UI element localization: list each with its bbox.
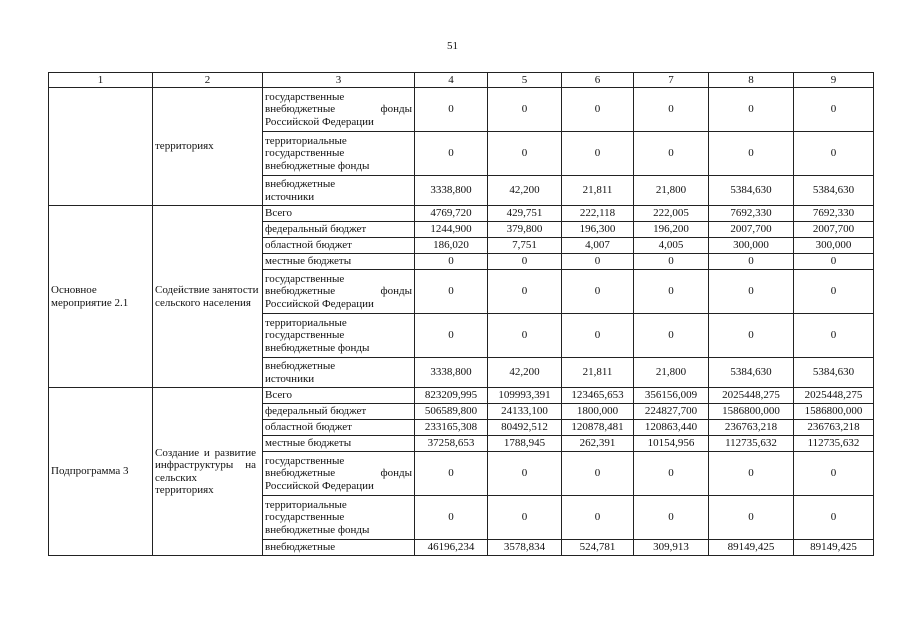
value-cell: 224827,700 [634,404,709,420]
funding-source-cell [263,270,415,314]
row-group-description: территориях [153,88,263,206]
funding-source-line: источники [265,190,315,203]
funding-source-line: территориальные [265,135,347,148]
table-row [49,206,874,222]
value-cell: 0 [634,254,709,270]
value-cell: 0 [415,496,488,540]
header-cell: 9 [794,73,874,88]
funding-source-line: Российской Федерации [265,297,374,310]
value-cell: 0 [488,132,562,176]
header-cell: 4 [415,73,488,88]
value-cell: 222,005 [634,206,709,222]
value-cell: 0 [488,270,562,314]
value-cell: 0 [794,254,874,270]
funding-source-line: областной бюджет [265,239,352,252]
funding-source-cell [263,132,415,176]
value-cell: 0 [415,314,488,358]
header-cell: 2 [153,73,263,88]
value-cell: 0 [562,496,634,540]
value-cell: 2007,700 [794,222,874,238]
funding-source-line: внебюджетные [265,541,336,554]
table-row [49,88,874,132]
value-cell: 0 [415,254,488,270]
value-cell: 89149,425 [794,540,874,556]
value-cell: 1586800,000 [709,404,794,420]
value-cell: 2025448,275 [794,388,874,404]
funding-source-line: государственные [265,147,345,160]
value-cell: 0 [709,88,794,132]
funding-source-cell [263,206,415,222]
funding-source-line: внебюджетные фонды [265,159,370,172]
funding-source-cell [263,254,415,270]
funding-source-line: внебюджетные фонды [265,467,412,480]
funding-source-cell [263,314,415,358]
value-cell: 196,200 [634,222,709,238]
value-cell: 0 [709,254,794,270]
value-cell: 0 [562,88,634,132]
value-cell: 0 [415,452,488,496]
funding-source-cell [263,420,415,436]
value-cell: 0 [415,132,488,176]
value-cell: 823209,995 [415,388,488,404]
value-cell: 24133,100 [488,404,562,420]
value-cell: 0 [562,452,634,496]
funding-source-line: государственные [265,511,345,524]
value-cell: 42,200 [488,358,562,388]
header-cell: 7 [634,73,709,88]
value-cell: 46196,234 [415,540,488,556]
value-cell: 3338,800 [415,358,488,388]
funding-source-line: федеральный бюджет [265,405,367,418]
value-cell: 0 [794,270,874,314]
value-cell: 0 [709,496,794,540]
funding-source-line: внебюджетные фонды [265,341,370,354]
value-cell: 1586800,000 [794,404,874,420]
value-cell: 5384,630 [709,176,794,206]
funding-source-cell [263,496,415,540]
value-cell: 300,000 [709,238,794,254]
value-cell: 524,781 [562,540,634,556]
value-cell: 120878,481 [562,420,634,436]
funding-source-line: местные бюджеты [265,255,352,268]
funding-source-line: Российской Федерации [265,115,374,128]
funding-source-line: государственные [265,91,345,104]
value-cell: 0 [488,88,562,132]
funding-source-cell [263,540,415,556]
value-cell: 236763,218 [794,420,874,436]
funding-source-line: внебюджетные фонды [265,523,370,536]
header-cell: 6 [562,73,634,88]
value-cell: 1800,000 [562,404,634,420]
value-cell: 0 [634,496,709,540]
value-cell: 0 [634,452,709,496]
value-cell: 0 [709,452,794,496]
funding-source-line: государственные [265,455,345,468]
value-cell: 21,811 [562,358,634,388]
value-cell: 4,005 [634,238,709,254]
value-cell: 309,913 [634,540,709,556]
value-cell: 3578,834 [488,540,562,556]
value-cell: 186,020 [415,238,488,254]
value-cell: 0 [562,314,634,358]
value-cell: 429,751 [488,206,562,222]
table-row [49,388,874,404]
header-cell: 1 [49,73,153,88]
value-cell: 2007,700 [709,222,794,238]
value-cell: 0 [709,314,794,358]
value-cell: 262,391 [562,436,634,452]
row-group-description: Содействие занятости сельского населения [153,206,263,388]
value-cell: 2025448,275 [709,388,794,404]
funding-source-line: Российской Федерации [265,479,374,492]
value-cell: 0 [488,496,562,540]
value-cell: 300,000 [794,238,874,254]
value-cell: 4769,720 [415,206,488,222]
value-cell: 506589,800 [415,404,488,420]
funding-source-line: Всего [265,389,292,402]
value-cell: 37258,653 [415,436,488,452]
value-cell: 0 [562,254,634,270]
funding-source-line: внебюджетные [265,178,336,191]
row-group-title: Подпрограмма 3 [49,388,153,556]
header-cell: 3 [263,73,415,88]
funding-source-cell [263,436,415,452]
value-cell: 0 [562,270,634,314]
value-cell: 109993,391 [488,388,562,404]
value-cell: 0 [634,88,709,132]
value-cell: 0 [709,270,794,314]
value-cell: 0 [794,314,874,358]
value-cell: 0 [562,132,634,176]
funding-source-line: территориальные [265,499,347,512]
value-cell: 123465,653 [562,388,634,404]
value-cell: 3338,800 [415,176,488,206]
budget-table [48,72,874,556]
value-cell: 21,800 [634,176,709,206]
header-row [49,73,874,88]
value-cell: 120863,440 [634,420,709,436]
funding-source-line: федеральный бюджет [265,223,367,236]
funding-source-cell [263,452,415,496]
value-cell: 0 [488,452,562,496]
value-cell: 21,800 [634,358,709,388]
funding-source-line: государственные [265,329,345,342]
value-cell: 7692,330 [794,206,874,222]
value-cell: 7692,330 [709,206,794,222]
value-cell: 4,007 [562,238,634,254]
funding-source-line: внебюджетные фонды [265,285,412,298]
funding-source-cell [263,388,415,404]
funding-source-cell [263,358,415,388]
value-cell: 236763,218 [709,420,794,436]
value-cell: 379,800 [488,222,562,238]
value-cell: 42,200 [488,176,562,206]
funding-source-line: внебюджетные [265,360,336,373]
value-cell: 89149,425 [709,540,794,556]
value-cell: 356156,009 [634,388,709,404]
header-cell: 5 [488,73,562,88]
value-cell: 0 [415,270,488,314]
value-cell: 5384,630 [794,176,874,206]
page-number: 51 [447,40,458,52]
value-cell: 5384,630 [794,358,874,388]
value-cell: 80492,512 [488,420,562,436]
value-cell: 112735,632 [709,436,794,452]
value-cell: 0 [415,88,488,132]
value-cell: 233165,308 [415,420,488,436]
row-group-title: Основное мероприятие 2.1 [49,206,153,388]
value-cell: 7,751 [488,238,562,254]
value-cell: 0 [488,314,562,358]
value-cell: 0 [794,132,874,176]
funding-source-line: внебюджетные фонды [265,103,412,116]
value-cell: 10154,956 [634,436,709,452]
value-cell: 0 [794,496,874,540]
funding-source-line: областной бюджет [265,421,352,434]
funding-source-cell [263,404,415,420]
funding-source-line: местные бюджеты [265,437,352,450]
value-cell: 112735,632 [794,436,874,452]
value-cell: 5384,630 [709,358,794,388]
funding-source-cell [263,222,415,238]
funding-source-line: территориальные [265,317,347,330]
row-group-description: Создание и развитие инфраструктуры на сельских территориях [153,388,263,556]
value-cell: 0 [634,132,709,176]
value-cell: 0 [634,314,709,358]
value-cell: 196,300 [562,222,634,238]
value-cell: 0 [709,132,794,176]
funding-source-line: источники [265,372,315,385]
funding-source-line: государственные [265,273,345,286]
funding-source-cell [263,88,415,132]
value-cell: 0 [634,270,709,314]
header-cell: 8 [709,73,794,88]
value-cell: 0 [794,452,874,496]
value-cell: 1788,945 [488,436,562,452]
value-cell: 21,811 [562,176,634,206]
funding-source-cell [263,238,415,254]
value-cell: 222,118 [562,206,634,222]
value-cell: 0 [488,254,562,270]
funding-source-cell [263,176,415,206]
value-cell: 0 [794,88,874,132]
row-group-title [49,88,153,206]
funding-source-line: Всего [265,207,292,220]
value-cell: 1244,900 [415,222,488,238]
